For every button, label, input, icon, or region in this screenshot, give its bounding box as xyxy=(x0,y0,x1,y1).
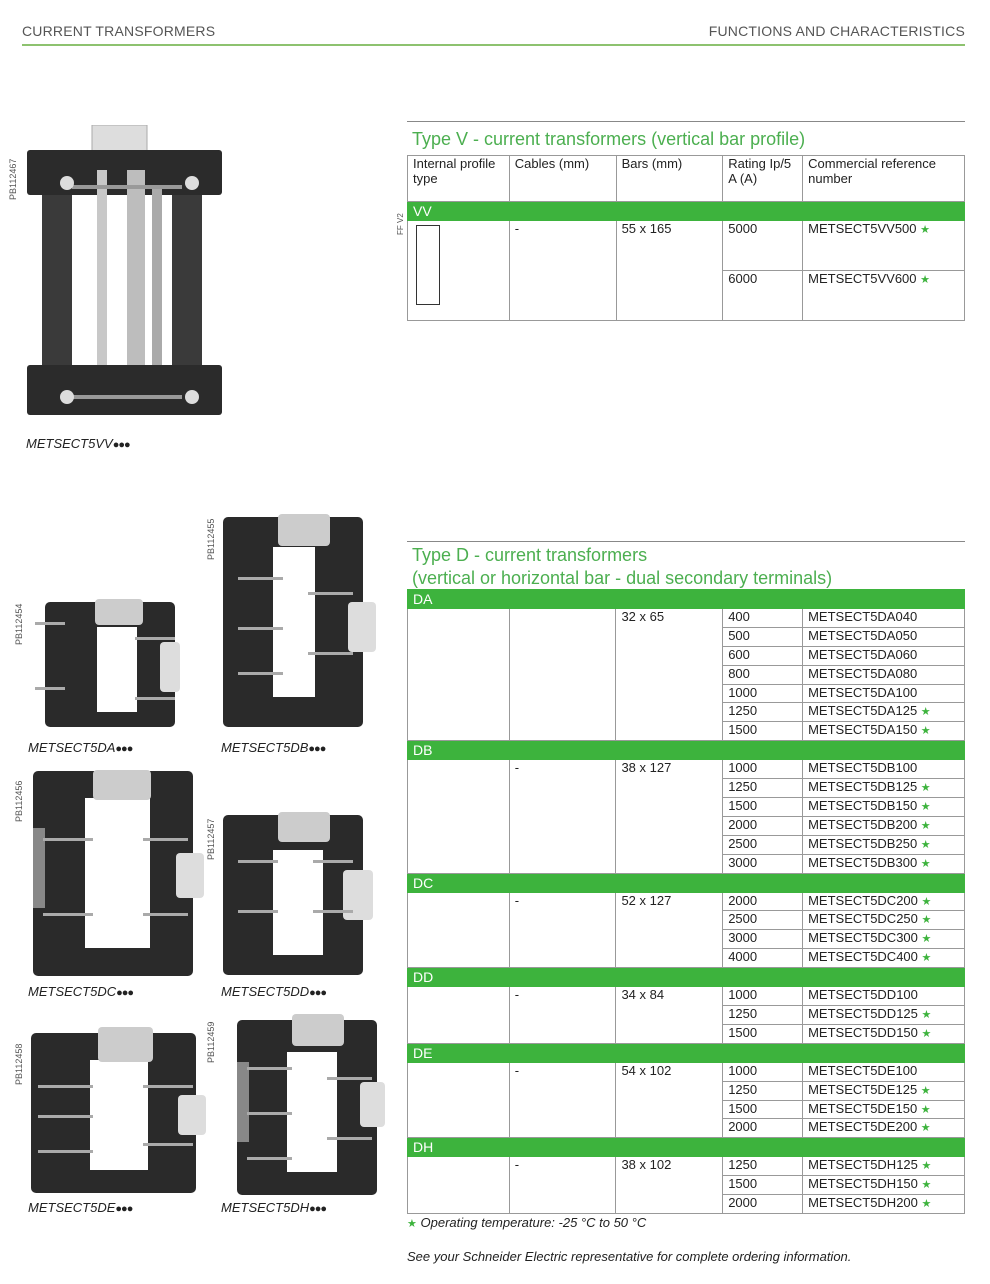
page-header-left: CURRENT TRANSFORMERS xyxy=(22,23,216,39)
reference-cell: METSECT5DA050 xyxy=(803,627,965,646)
col-reference: Commercial reference number xyxy=(803,156,965,202)
bars-cell: 32 x 65 xyxy=(616,609,723,741)
star-icon: ★ xyxy=(920,706,931,719)
reference-cell: METSECT5DE150 ★ xyxy=(803,1100,965,1119)
photo-caption-vv: METSECT5VV●●● xyxy=(26,436,130,451)
rating-cell: 1000 xyxy=(723,684,803,703)
reference-cell: METSECT5DD100 xyxy=(803,987,965,1006)
photo-caption-db: METSECT5DB●●● xyxy=(221,740,326,755)
type-d-table xyxy=(407,589,965,1214)
star-icon: ★ xyxy=(920,1122,931,1135)
col-bars: Bars (mm) xyxy=(616,156,723,202)
reference-cell: METSECT5DC300 ★ xyxy=(803,930,965,949)
photo-code-dc: PB112456 xyxy=(14,780,24,822)
reference-cell: METSECT5DA150 ★ xyxy=(803,722,965,741)
vv-product-image xyxy=(22,125,222,425)
table-row xyxy=(408,760,965,779)
cables-cell xyxy=(509,609,616,741)
cables-cell: - xyxy=(509,987,616,1044)
db-product-image xyxy=(218,512,383,730)
photo-caption-dd: METSECT5DD●●● xyxy=(221,984,327,999)
rating-cell: 2500 xyxy=(723,835,803,854)
rating-cell: 1500 xyxy=(723,722,803,741)
rating-cell: 1500 xyxy=(723,1024,803,1043)
reference-cell: METSECT5DH200 ★ xyxy=(803,1195,965,1214)
rating-cell: 1250 xyxy=(723,779,803,798)
profile-cell xyxy=(408,609,510,741)
reference-cell: METSECT5VV600 ★ xyxy=(803,271,965,321)
reference-cell: METSECT5DA040 xyxy=(803,609,965,628)
photo-code-vv: PB112467 xyxy=(8,158,18,200)
reference-cell: METSECT5DH125 ★ xyxy=(803,1157,965,1176)
rating-cell: 6000 xyxy=(723,271,803,321)
rating-cell: 1000 xyxy=(723,987,803,1006)
reference-cell: METSECT5DB100 xyxy=(803,760,965,779)
star-icon: ★ xyxy=(921,895,932,908)
reference-cell: METSECT5DA125 ★ xyxy=(803,703,965,722)
reference-cell: METSECT5DB250 ★ xyxy=(803,835,965,854)
rating-cell: 3000 xyxy=(723,854,803,873)
rating-cell: 4000 xyxy=(723,949,803,968)
rating-cell: 2000 xyxy=(723,892,803,911)
type-v-header-row xyxy=(408,156,965,202)
star-icon: ★ xyxy=(921,1179,932,1192)
rating-cell: 600 xyxy=(723,646,803,665)
reference-cell: METSECT5DA100 xyxy=(803,684,965,703)
group-row-vv: VV xyxy=(408,202,965,221)
table-row xyxy=(408,892,965,911)
bars-cell: 38 x 102 xyxy=(616,1157,723,1214)
profile-cell xyxy=(408,1157,510,1214)
type-d-title: Type D - current transformers (vertical or horizontal bar - dual secondary terminals) xyxy=(412,545,833,588)
bars-cell: 55 x 165 xyxy=(616,221,723,321)
de-product-image xyxy=(28,1025,208,1195)
bars-cell: 38 x 127 xyxy=(616,760,723,873)
dc-product-image xyxy=(28,768,208,978)
cables-cell: - xyxy=(509,1157,616,1214)
star-icon: ★ xyxy=(920,801,931,814)
photo-code-de: PB112458 xyxy=(14,1043,24,1085)
da-product-image xyxy=(35,597,185,730)
star-icon: ★ xyxy=(921,933,932,946)
type-v-title: Type V - current transformers (vertical bar profile) xyxy=(412,129,806,149)
header-rule xyxy=(22,44,965,46)
rating-cell: 1250 xyxy=(723,703,803,722)
ordering-info-note: See your Schneider Electric representative for complete ordering information. xyxy=(407,1249,852,1264)
reference-cell: METSECT5DA060 xyxy=(803,646,965,665)
reference-cell: METSECT5DC400 ★ xyxy=(803,949,965,968)
star-icon: ★ xyxy=(920,819,931,832)
rating-cell: 1000 xyxy=(723,1062,803,1081)
rating-cell: 500 xyxy=(723,627,803,646)
rating-cell: 2000 xyxy=(723,1195,803,1214)
reference-cell: METSECT5DA080 xyxy=(803,665,965,684)
star-icon: ★ xyxy=(920,1103,931,1116)
profile-cell xyxy=(408,892,510,968)
cables-cell: - xyxy=(509,1062,616,1138)
reference-cell: METSECT5DD125 ★ xyxy=(803,1006,965,1025)
rating-cell: 1500 xyxy=(723,1100,803,1119)
table-row xyxy=(408,987,965,1006)
star-icon: ★ xyxy=(921,1027,932,1040)
star-icon: ★ xyxy=(920,857,931,870)
table-row xyxy=(408,609,965,628)
profile-cell xyxy=(408,1062,510,1138)
table-row xyxy=(408,1062,965,1081)
group-row-dc: DC xyxy=(408,873,965,892)
profile-shape-icon xyxy=(416,225,440,305)
star-icon: ★ xyxy=(920,1084,931,1097)
rating-cell: 3000 xyxy=(723,930,803,949)
star-icon: ★ xyxy=(920,274,931,286)
rating-cell: 2500 xyxy=(723,911,803,930)
cables-cell: - xyxy=(509,760,616,873)
table-row xyxy=(408,1157,965,1176)
reference-cell: METSECT5VV500 ★ xyxy=(803,221,965,271)
photo-caption-da: METSECT5DA●●● xyxy=(28,740,133,755)
rating-cell: 2000 xyxy=(723,1119,803,1138)
reference-cell: METSECT5DB300 ★ xyxy=(803,854,965,873)
photo-code-db: PB112455 xyxy=(206,518,216,560)
rating-cell: 1500 xyxy=(723,798,803,817)
reference-cell: METSECT5DE200 ★ xyxy=(803,1119,965,1138)
star-icon: ★ xyxy=(921,1198,932,1211)
star-icon: ★ xyxy=(921,1009,932,1022)
rating-cell: 5000 xyxy=(723,221,803,271)
group-row-dh: DH xyxy=(408,1138,965,1157)
reference-cell: METSECT5DC200 ★ xyxy=(803,892,965,911)
profile-code-label: FF V2 xyxy=(396,213,405,235)
profile-cell xyxy=(408,221,510,321)
cables-cell: - xyxy=(509,221,616,321)
rating-cell: 800 xyxy=(723,665,803,684)
dd-product-image xyxy=(218,810,383,978)
bars-cell: 34 x 84 xyxy=(616,987,723,1044)
star-icon: ★ xyxy=(921,952,932,965)
type-v-rule xyxy=(407,121,965,122)
reference-cell: METSECT5DD150 ★ xyxy=(803,1024,965,1043)
star-icon: ★ xyxy=(921,1160,932,1173)
reference-cell: METSECT5DB200 ★ xyxy=(803,816,965,835)
photo-caption-dh: METSECT5DH●●● xyxy=(221,1200,327,1215)
group-row-de: DE xyxy=(408,1043,965,1062)
type-v-table xyxy=(407,155,965,321)
photo-code-dh: PB112459 xyxy=(206,1021,216,1063)
photo-caption-de: METSECT5DE●●● xyxy=(28,1200,133,1215)
rating-cell: 1250 xyxy=(723,1081,803,1100)
star-icon: ★ xyxy=(920,782,931,795)
dh-product-image xyxy=(232,1012,387,1197)
group-row-da: DA xyxy=(408,590,965,609)
rating-cell: 400 xyxy=(723,609,803,628)
reference-cell: METSECT5DC250 ★ xyxy=(803,911,965,930)
rating-cell: 1000 xyxy=(723,760,803,779)
star-icon: ★ xyxy=(920,838,931,851)
reference-cell: METSECT5DE100 xyxy=(803,1062,965,1081)
operating-temperature-note: ★ Operating temperature: -25 °C to 50 °C xyxy=(407,1215,647,1230)
rating-cell: 2000 xyxy=(723,816,803,835)
profile-cell xyxy=(408,760,510,873)
rating-cell: 1250 xyxy=(723,1006,803,1025)
table-row xyxy=(408,221,965,271)
star-icon: ★ xyxy=(920,725,931,738)
star-icon: ★ xyxy=(407,1218,417,1230)
star-icon: ★ xyxy=(920,224,931,236)
reference-cell: METSECT5DH150 ★ xyxy=(803,1176,965,1195)
photo-code-dd: PB112457 xyxy=(206,818,216,860)
bars-cell: 52 x 127 xyxy=(616,892,723,968)
star-icon: ★ xyxy=(921,914,932,927)
reference-cell: METSECT5DB150 ★ xyxy=(803,798,965,817)
rating-cell: 1250 xyxy=(723,1157,803,1176)
col-cables: Cables (mm) xyxy=(509,156,616,202)
photo-code-da: PB112454 xyxy=(14,603,24,645)
type-d-rule xyxy=(407,541,965,542)
group-row-dd: DD xyxy=(408,968,965,987)
group-row-db: DB xyxy=(408,741,965,760)
reference-cell: METSECT5DE125 ★ xyxy=(803,1081,965,1100)
col-rating: Rating Ip/5 A (A) xyxy=(723,156,803,202)
col-internal-profile: Internal profile type xyxy=(408,156,510,202)
rating-cell: 1500 xyxy=(723,1176,803,1195)
profile-cell xyxy=(408,987,510,1044)
page-header-right: FUNCTIONS AND CHARACTERISTICS xyxy=(708,23,965,39)
reference-cell: METSECT5DB125 ★ xyxy=(803,779,965,798)
photo-caption-dc: METSECT5DC●●● xyxy=(28,984,134,999)
bars-cell: 54 x 102 xyxy=(616,1062,723,1138)
cables-cell: - xyxy=(509,892,616,968)
